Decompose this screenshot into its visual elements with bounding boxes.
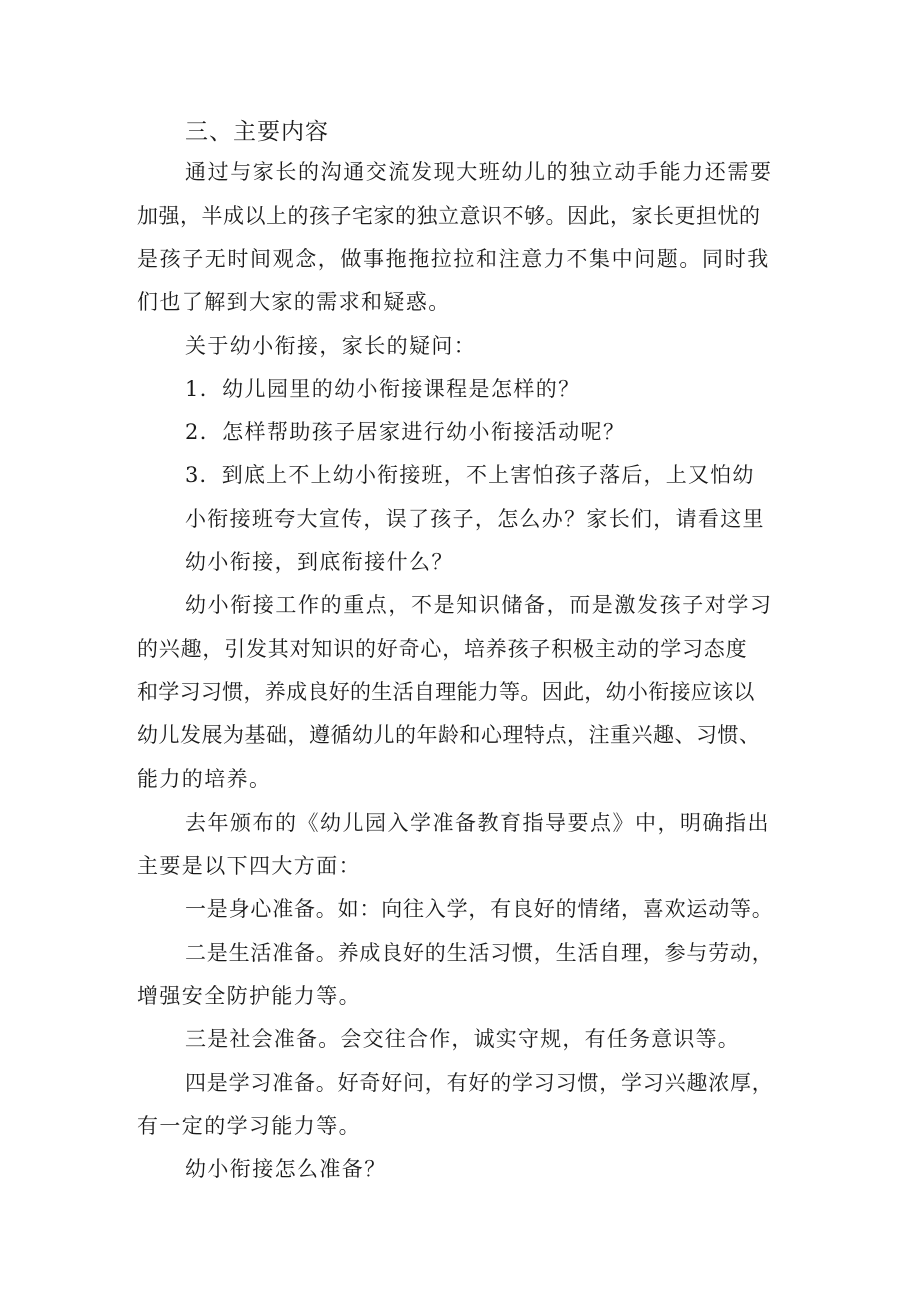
paragraph-line: 幼儿发展为基础，遵循幼儿的年龄和心理特点，注重兴趣、习惯、 (137, 723, 761, 747)
list-item: 四是学习准备。好奇好问，有好的学习习惯，学习兴趣浓厚， (185, 1071, 774, 1095)
paragraph-line: 的兴趣，引发其对知识的好奇心，培养孩子积极主动的学习态度 (137, 637, 748, 661)
paragraph-line: 通过与家长的沟通交流发现大班幼儿的独立动手能力还需要 (185, 160, 773, 184)
list-item: 1．幼儿园里的幼小衔接课程是怎样的？ (185, 377, 581, 401)
paragraph-line: 幼小衔接工作的重点，不是知识储备，而是激发孩子对学习 (185, 593, 773, 617)
paragraph-line: 们也了解到大家的需求和疑惑。 (137, 290, 451, 314)
paragraph-line: 去年颁布的《幼儿园入学准备教育指导要点》中，明确指出 (185, 811, 770, 835)
paragraph-line: 主要是以下四大方面： (137, 854, 361, 878)
paragraph-line: 有一定的学习能力等。 (137, 1114, 361, 1138)
list-item: 二是生活准备。养成良好的生活习惯，生活自理，参与劳动， (185, 941, 774, 965)
paragraph-line: 幼小衔接，到底衔接什么？ (185, 550, 454, 574)
paragraph-line: 加强，半成以上的孩子宅家的独立意识不够。因此，家长更担忧的 (137, 204, 761, 228)
paragraph-line: 小衔接班夸大宣传，误了孩子，怎么办？家长们，请看这里 (185, 507, 765, 531)
paragraph-line: 是孩子无时间观念，做事拖拖拉拉和注意力不集中问题。同时我 (137, 247, 770, 271)
paragraph-line: 能力的培养。 (137, 767, 272, 791)
paragraph-line: 和学习习惯，养成良好的生活自理能力等。因此，幼小衔接应该以 (137, 680, 755, 704)
section-heading: 三、主要内容 (185, 119, 329, 145)
list-item: 3．到底上不上幼小衔接班，不上害怕孩子落后，上又怕幼 (185, 463, 755, 487)
paragraph-line: 幼小衔接怎么准备？ (185, 1157, 387, 1181)
list-item: 三是社会准备。会交往合作，诚实守规，有任务意识等。 (185, 1027, 740, 1051)
list-item: 2．怎样帮助孩子居家进行幼小衔接活动呢？ (185, 420, 626, 444)
paragraph-line: 关于幼小衔接，家长的疑问： (185, 334, 477, 358)
paragraph-line: 增强安全防护能力等。 (137, 984, 361, 1008)
list-item: 一是身心准备。如：向往入学，有良好的情绪，喜欢运动等。 (185, 897, 774, 921)
